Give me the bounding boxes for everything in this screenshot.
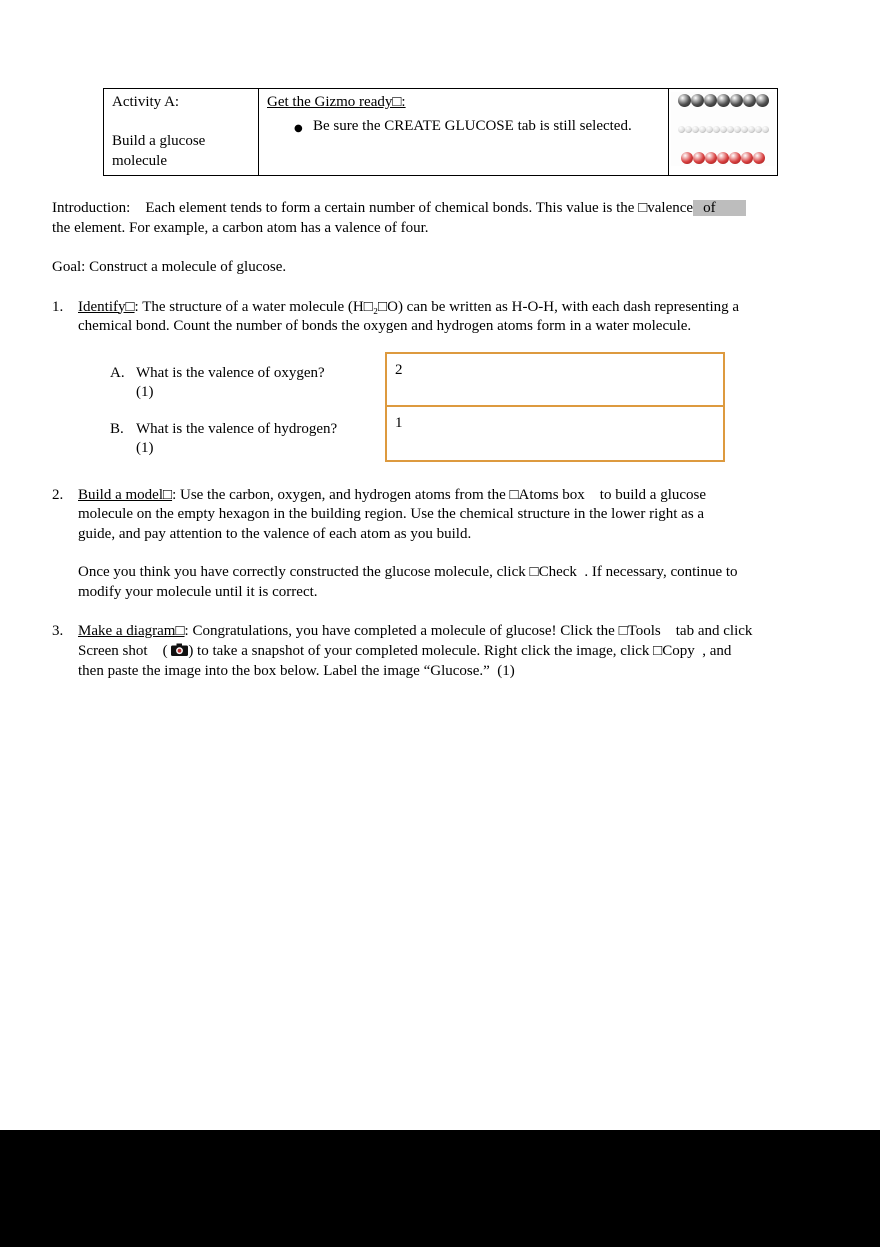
red-atom-sphere (693, 152, 705, 164)
gizmo-bullet-list (267, 117, 660, 137)
atoms-image (671, 92, 775, 166)
gizmo-bullet-text: Be sure the CREATE GLUCOSE tab is still selected. (313, 117, 632, 134)
red-atom-sphere (741, 152, 753, 164)
activity-label: Activity A: (112, 94, 180, 110)
activity-table (103, 88, 778, 176)
question-block (52, 352, 880, 462)
activity-name: Build a glucose molecule (112, 133, 206, 169)
highlighted-text: of (693, 200, 746, 216)
item3-label: Make a diagram□ (78, 623, 185, 639)
gizmo-ready-heading: Get the Gizmo ready□: (267, 94, 406, 110)
dark-gray-atom-sphere (730, 94, 743, 107)
question-b-body (136, 420, 337, 459)
list-item-2-body (78, 486, 880, 603)
item2-label: Build a model□ (78, 486, 173, 503)
light-gray-atom-sphere (692, 126, 699, 133)
item2-line-2: molecule on the empty hexagon in the building region. Use the chemical structure in the lower right as a (78, 506, 705, 522)
item2-text: : Use the carbon, oxygen, and hydrogen atoms from the □Atoms box to build a glucose (172, 486, 707, 503)
introduction-line-1 (52, 199, 880, 219)
light-gray-atom-sphere (706, 126, 713, 133)
question-a (110, 364, 337, 403)
item1-line-2: chemical bond. Count the number of bonds the oxygen and hydrogen atoms form in a water molecule. (78, 318, 692, 334)
light-gray-atom-sphere (699, 126, 706, 133)
page-background-band (0, 1130, 880, 1247)
camera-icon (171, 643, 188, 663)
light-gray-atom-sphere (727, 126, 734, 133)
light-gray-atom-sphere (685, 126, 692, 133)
question-a-points: (1) (136, 384, 154, 400)
dark-gray-atom-sphere (756, 94, 769, 107)
red-atom-sphere (717, 152, 729, 164)
goal-statement: Goal: Construct a molecule of glucose. (52, 259, 287, 275)
item2-line-3: guide, and pay attention to the valence of each atom as you build. (78, 525, 472, 542)
dark-gray-atom-sphere (678, 94, 691, 107)
light-gray-atom-sphere (713, 126, 720, 133)
introduction-paragraph (52, 199, 880, 238)
light-gray-atom-sphere (755, 126, 762, 133)
list-item (294, 117, 660, 137)
item2-para-line-1: Once you think you have correctly constructed the glucose molecule, click □Check . If necessary, continue to (78, 564, 738, 580)
question-b-letter: B. (110, 420, 124, 437)
red-atom-sphere (753, 152, 765, 164)
list-number-1: 1. (52, 298, 64, 315)
item2-para-line-2: modify your molecule until it is correct. (78, 583, 318, 600)
question-b-points: (1) (136, 440, 154, 456)
introduction-text: Introduction: Each element tends to form a certain number of chemical bonds. This value is the □valence (52, 200, 694, 216)
item2-check-paragraph (78, 563, 880, 602)
list-item-2 (52, 486, 880, 603)
item3-text: : Congratulations, you have completed a molecule of glucose! Click the □Tools tab and click (184, 623, 753, 639)
item1-label: Identify□ (78, 298, 135, 315)
red-atom-sphere (681, 152, 693, 164)
activity-cell (104, 89, 259, 176)
item3-line2-pre: Screen shot ( (78, 642, 172, 659)
dark-gray-atom-sphere (743, 94, 756, 107)
question-b (110, 420, 337, 459)
list-item-3-body (78, 622, 880, 682)
light-gray-atom-sphere (748, 126, 755, 133)
atoms-image-cell (669, 89, 778, 176)
answer-table (385, 352, 725, 462)
item3-line-2 (78, 642, 880, 663)
question-a-text: What is the valence of oxygen? (136, 364, 325, 381)
item1-line-1 (78, 298, 880, 318)
dark-gray-atom-sphere (717, 94, 730, 107)
light-gray-atoms-row (673, 126, 773, 133)
question-a-body (136, 364, 325, 403)
red-atoms-row (673, 152, 773, 164)
red-atom-sphere (705, 152, 717, 164)
light-gray-atom-sphere (720, 126, 727, 133)
light-gray-atom-sphere (734, 126, 741, 133)
dark-gray-atoms-row (673, 94, 773, 107)
question-b-text: What is the valence of hydrogen? (136, 420, 338, 437)
list-item-3 (52, 622, 880, 682)
item3-line2-post: ) to take a snapshot of your completed molecule. Right click the image, click □Copy , and (188, 642, 732, 659)
item3-line-3: then paste the image into the box below. Label the image “Glucose.” (1) (78, 663, 515, 679)
list-item-1 (52, 298, 880, 337)
red-atom-sphere (729, 152, 741, 164)
item2-line-1 (78, 486, 880, 506)
item1-text: : The structure of a water molecule (H□₂□O) can be written as H-O-H, with each dash representing a (134, 298, 740, 315)
answer-oxygen-valence[interactable]: 2 (387, 354, 723, 407)
light-gray-atom-sphere (762, 126, 769, 133)
light-gray-atom-sphere (741, 126, 748, 133)
light-gray-atom-sphere (678, 126, 685, 133)
item3-line-1 (78, 622, 880, 642)
list-number-2: 2. (52, 486, 64, 503)
questions-list (110, 364, 337, 459)
dark-gray-atom-sphere (691, 94, 704, 107)
dark-gray-atom-sphere (704, 94, 717, 107)
introduction-line-2: the element. For example, a carbon atom has a valence of four. (52, 219, 429, 236)
bullet-icon: ● (294, 122, 303, 134)
list-item-1-body (78, 298, 880, 337)
list-number-3: 3. (52, 623, 64, 639)
blank-line (112, 113, 250, 133)
question-a-letter: A. (110, 364, 125, 381)
answer-hydrogen-valence[interactable]: 1 (395, 414, 403, 431)
gizmo-ready-cell (259, 89, 669, 176)
